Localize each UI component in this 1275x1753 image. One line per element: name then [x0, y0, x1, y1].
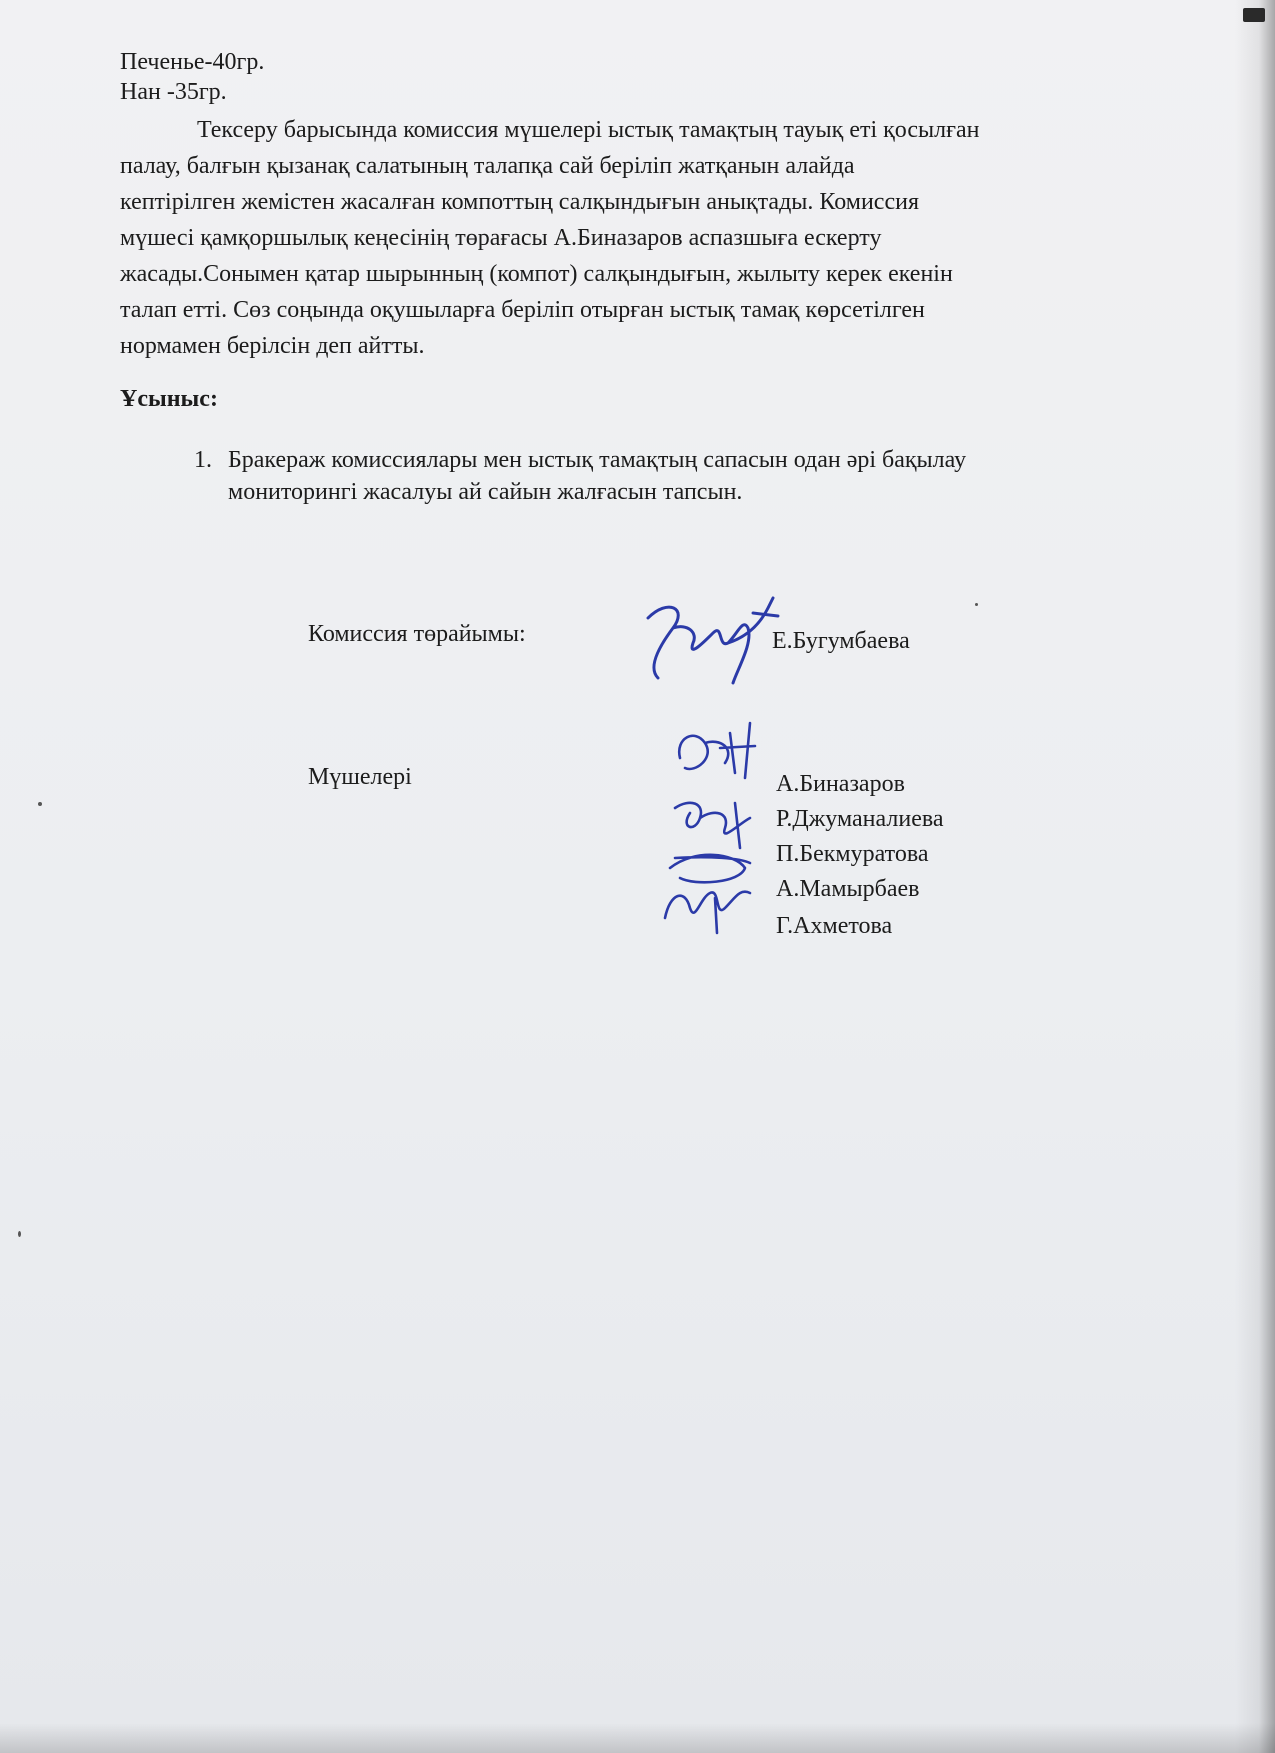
menu-item-bread: Нан -35гр. [120, 79, 227, 105]
body-line-1: Тексеру барысында комиссия мүшелері ыстық тамақтың тауық еті қосылған [197, 117, 980, 143]
member-name-5: Г.Ахметова [776, 913, 893, 939]
menu-item-cookies: Печенье-40гр. [120, 49, 265, 75]
body-line-4: мүшесі қамқоршылық кеңесінің төрағасы А.Биназаров аспазшыға ескерту [120, 225, 882, 251]
member-name-4: А.Мамырбаев [776, 876, 920, 902]
members-label: Мүшелері [308, 764, 412, 790]
scan-speck [18, 1231, 21, 1237]
scan-speck [38, 802, 42, 806]
body-line-7: нормамен берілсін деп айтты. [120, 333, 425, 359]
members-signatures-image [655, 718, 775, 938]
scan-shadow-right [1235, 0, 1275, 1753]
body-line-2: палау, балғын қызанақ салатының талапқа сай беріліп жатқанын алайда [120, 153, 855, 179]
proposal-line-2: мониторингі жасалуы ай сайын жалғасын тапсын. [228, 479, 743, 505]
chair-name: Е.Бугумбаева [772, 628, 910, 654]
member-name-3: П.Бекмуратова [776, 841, 929, 867]
member-name-1: А.Биназаров [776, 771, 905, 797]
proposal-number: 1. [194, 447, 212, 473]
scan-speck [975, 603, 978, 606]
scan-shadow-bottom [0, 1723, 1275, 1753]
proposals-heading: Ұсыныс: [120, 386, 218, 412]
body-line-6: талап етті. Сөз соңында оқушыларға беріліп отырған ыстық тамақ көрсетілген [120, 297, 925, 323]
proposal-line-1: Бракераж комиссиялары мен ыстық тамақтың сапасын одан әрі бақылау [228, 447, 967, 473]
body-line-5: жасады.Сонымен қатар шырынның (компот) салқындығын, жылыту керек екенін [120, 261, 953, 287]
chair-label: Комиссия төрайымы: [308, 621, 526, 647]
member-name-2: Р.Джуманалиева [776, 806, 944, 832]
body-line-3: кептірілген жемістен жасалған компоттың салқындығын анықтады. Комиссия [120, 189, 919, 215]
chair-signature-image [628, 588, 788, 688]
